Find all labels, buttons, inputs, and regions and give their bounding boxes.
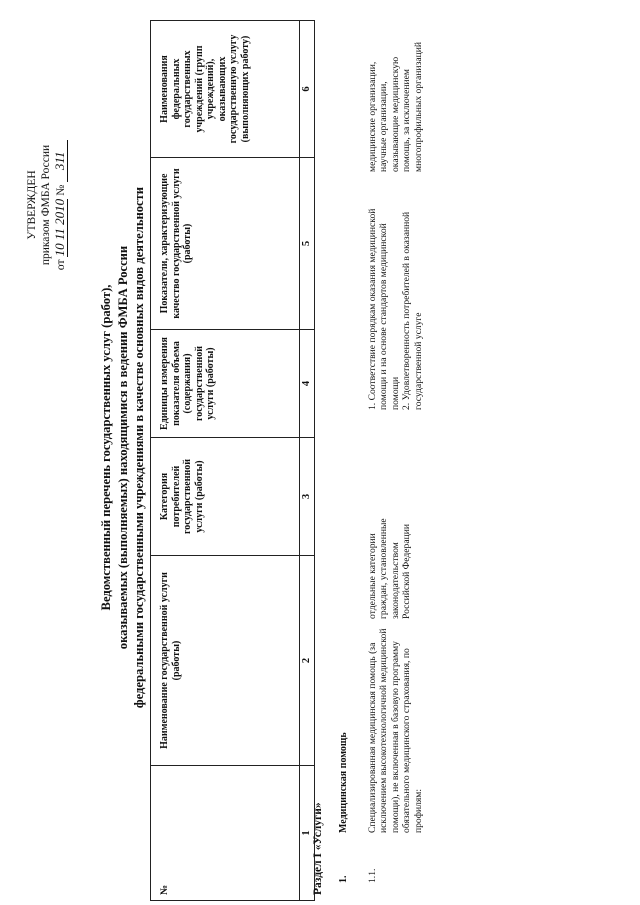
handwritten-number: 311 [53, 140, 68, 182]
column-number-4: 4 [300, 330, 315, 438]
services-table [150, 20, 315, 901]
item-number: 1. [338, 875, 349, 883]
column-number-2: 2 [300, 556, 315, 766]
table-column-numbers-row [300, 21, 315, 901]
number-label: № [55, 184, 67, 196]
quality-item-2: 2. Удовлетворенность потребителей в оказанной государственной услуге [401, 211, 424, 410]
approval-order: приказом ФМБА России [40, 144, 52, 266]
title-line-2: оказываемых (выполняемых) находящимися в ведении ФМБА России [115, 245, 130, 650]
column-number-1: 1 [300, 766, 315, 901]
header-quality-indicators: Показатели, характеризующие качество государственной услуги (работы) [151, 158, 300, 330]
item-title: Медицинская помощь [338, 732, 349, 833]
header-number: № [151, 766, 300, 901]
quality-item-1: 1. Соответствие порядкам оказания медицинской помощи и на основе стандартов медицинской помощи [367, 208, 401, 410]
approval-date-line [53, 5, 68, 405]
approval-heading: УТВЕРЖДЕН [26, 170, 38, 240]
header-service-name: Наименование государственной услуги (работы) [151, 556, 300, 766]
column-number-6: 6 [300, 21, 315, 158]
header-units: Единицы измерения показателя объема (содержания) государственной услуги (работы) [151, 330, 300, 438]
from-label: от [55, 259, 67, 271]
document-title [98, 10, 148, 885]
row-quality-indicators [367, 190, 424, 410]
header-consumer-category: Категория потребителей государственной услуги (работы) [151, 438, 300, 556]
row-institutions: медицинские организации, научные организации, оказывающие медицинскую помощь, за исключением многопрофильных организаций [367, 41, 424, 172]
approval-stamp [25, 5, 68, 405]
row-service-name: Специализированная медицинская помощь (за исключением высокотехнологичной медицинской помощи), не включенная в базовую программу обязательного медицинского страхования, по профилям: [367, 628, 424, 833]
table-header-row [151, 21, 300, 901]
handwritten-date: 10 11 2010 [52, 198, 67, 257]
row-consumer-category: отдельные категории граждан, установленные законодательством Российской Федерации [367, 518, 413, 619]
column-number-3: 3 [300, 438, 315, 556]
title-line-3: федеральными государственными учреждениями в качестве основных видов деятельности [132, 186, 146, 709]
row-number: 1.1. [367, 868, 378, 883]
section-title: Раздел I «Услуги» [312, 802, 324, 895]
title-line-1: Ведомственный перечень государственных услуг (работ), [99, 284, 113, 611]
header-institutions: Наименования федеральных государственных учреждений (групп учреждений), оказывающих государственную услугу (выполняющих работу) [151, 21, 300, 158]
column-number-5: 5 [300, 158, 315, 330]
